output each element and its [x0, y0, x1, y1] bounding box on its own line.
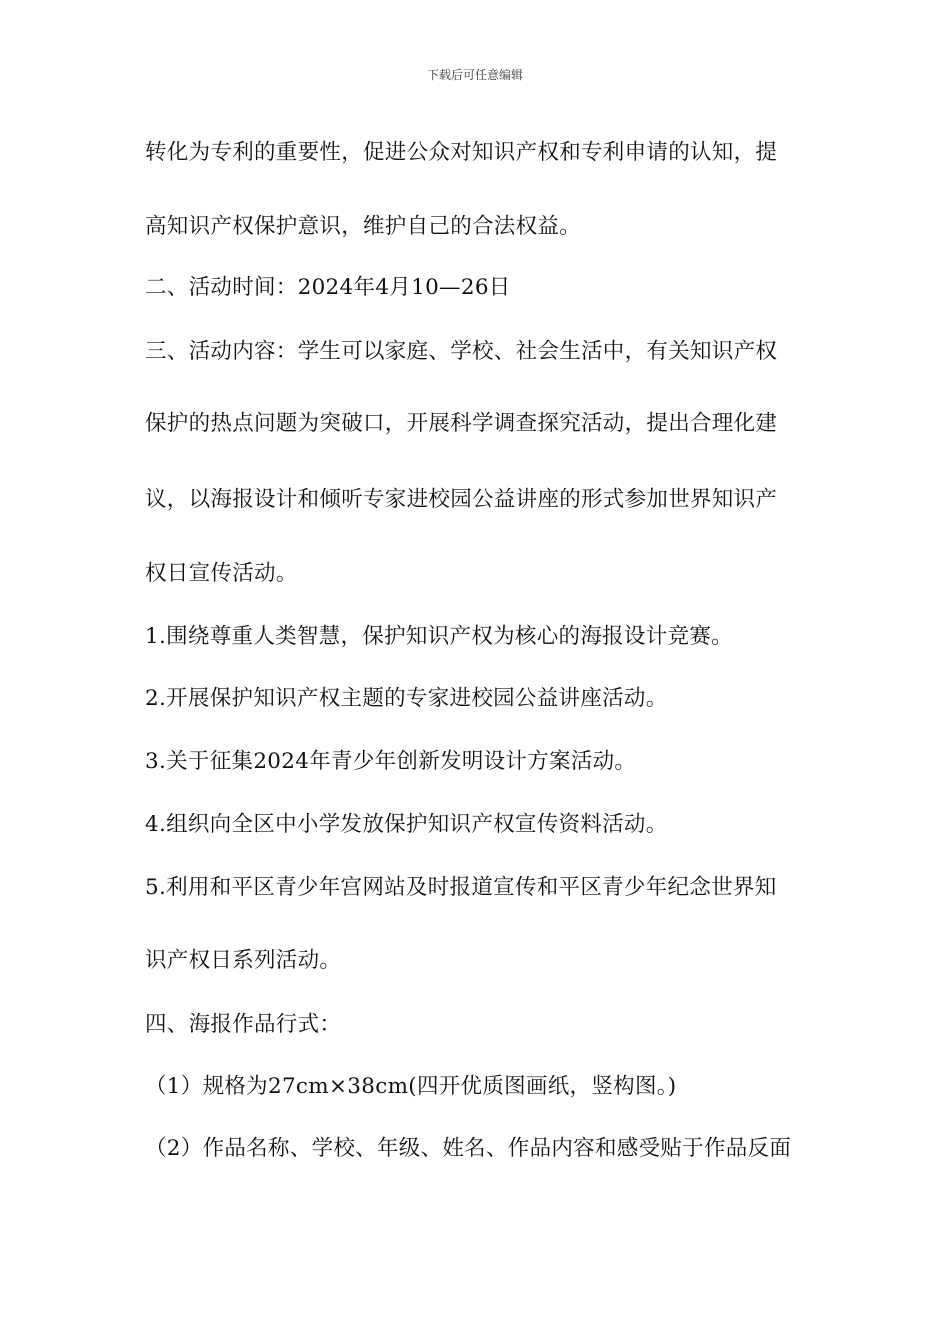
section-heading-time: 二、活动时间：2024年4月10—26日 — [145, 275, 511, 300]
list-item: 1.围绕尊重人类智慧，保护知识产权为核心的海报设计竞赛。 — [145, 624, 733, 649]
list-item: 3.关于征集2024年青少年创新发明设计方案活动。 — [145, 749, 637, 774]
list-item: 2.开展保护知识产权主题的专家进校园公益讲座活动。 — [145, 686, 668, 711]
page-header-note: 下载后可任意编辑 — [426, 68, 523, 82]
paragraph-line: 高知识产权保护意识，维护自己的合法权益。 — [145, 214, 582, 239]
paragraph-line: 识产权日系列活动。 — [145, 948, 342, 973]
paragraph-line: 权日宣传活动。 — [145, 561, 298, 586]
list-item: （1）规格为27cm×38cm(四开优质图画纸，竖构图。) — [145, 1074, 677, 1099]
paragraph-line: 保护的热点问题为突破口，开展科学调查探究活动，提出合理化建 — [145, 411, 778, 436]
list-item: 4.组织向全区中小学发放保护知识产权宣传资料活动。 — [145, 812, 668, 837]
paragraph-line: 转化为专利的重要性，促进公众对知识产权和专利申请的认知，提 — [145, 140, 778, 165]
list-item: 5.利用和平区青少年宫网站及时报道宣传和平区青少年纪念世界知 — [145, 875, 777, 900]
section-heading-content: 三、活动内容：学生可以家庭、学校、社会生活中，有关知识产权 — [145, 339, 778, 364]
section-heading-poster: 四、海报作品行式： — [145, 1012, 342, 1037]
list-item: （2）作品名称、学校、年级、姓名、作品内容和感受贴于作品反面 — [145, 1136, 792, 1161]
paragraph-line: 议，以海报设计和倾听专家进校园公益讲座的形式参加世界知识产 — [145, 487, 778, 512]
